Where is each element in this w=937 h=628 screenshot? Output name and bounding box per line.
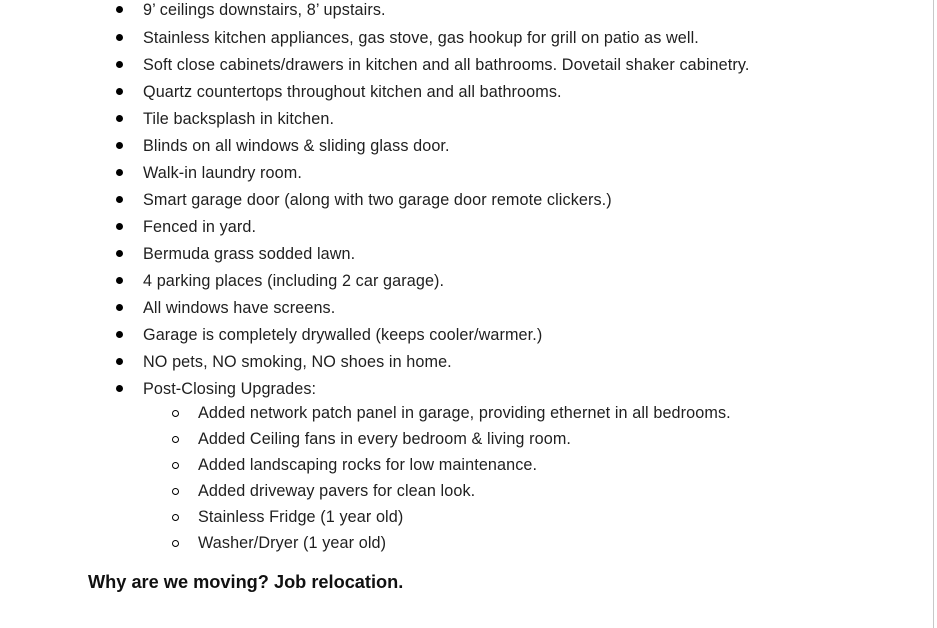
bullet-icon (116, 304, 123, 311)
circle-bullet-icon (172, 540, 179, 547)
bullet-icon (116, 331, 123, 338)
bullet-icon (116, 385, 123, 392)
sub-list-item-text: Added driveway pavers for clean look. (198, 482, 476, 500)
bullet-icon (116, 88, 123, 95)
bullet-icon (116, 250, 123, 257)
list-item-text: Post-Closing Upgrades: (143, 380, 317, 398)
circle-bullet-icon (172, 436, 179, 443)
list-item-text: Stainless kitchen appliances, gas stove, gas hookup for grill on patio as well. (143, 29, 699, 47)
circle-bullet-icon (172, 488, 179, 495)
list-item-text: Garage is completely drywalled (keeps cooler/warmer.) (143, 326, 543, 344)
list-item-text: Smart garage door (along with two garage door remote clickers.) (143, 191, 612, 209)
sub-list-item-text: Added Ceiling fans in every bedroom & living room. (198, 430, 572, 448)
list-item-text: Fenced in yard. (143, 218, 257, 236)
bullet-icon (116, 6, 123, 13)
bullet-icon (116, 358, 123, 365)
bullet-icon (116, 34, 123, 41)
list-item-text: 4 parking places (including 2 car garage). (143, 272, 445, 290)
list-item-text: Tile backsplash in kitchen. (143, 110, 335, 128)
sub-list-item-text: Stainless Fridge (1 year old) (198, 508, 404, 526)
bullet-icon (116, 196, 123, 203)
bullet-icon (116, 142, 123, 149)
list-item-text: Soft close cabinets/drawers in kitchen and all bathrooms. Dovetail shaker cabinetry. (143, 56, 750, 74)
list-item-text: Walk-in laundry room. (143, 164, 302, 182)
circle-bullet-icon (172, 514, 179, 521)
list-item-text: Quartz countertops throughout kitchen and all bathrooms. (143, 83, 562, 101)
bullet-icon (116, 61, 123, 68)
closing-statement: Why are we moving? Job relocation. (88, 572, 404, 592)
list-item-text: All windows have screens. (143, 299, 336, 317)
circle-bullet-icon (172, 410, 179, 417)
sub-list-item-text: Added network patch panel in garage, providing ethernet in all bedrooms. (198, 404, 731, 422)
list-item-text: Blinds on all windows & sliding glass door. (143, 137, 450, 155)
sub-list-item-text: Washer/Dryer (1 year old) (198, 534, 387, 552)
list-item-text: Bermuda grass sodded lawn. (143, 245, 356, 263)
circle-bullet-icon (172, 462, 179, 469)
bullet-icon (116, 169, 123, 176)
list-item-text: NO pets, NO smoking, NO shoes in home. (143, 353, 452, 371)
bullet-icon (116, 115, 123, 122)
list-item-text: 9’ ceilings downstairs, 8’ upstairs. (143, 1, 386, 19)
bullet-icon (116, 223, 123, 230)
sub-list-item-text: Added landscaping rocks for low maintenance. (198, 456, 538, 474)
bullet-icon (116, 277, 123, 284)
